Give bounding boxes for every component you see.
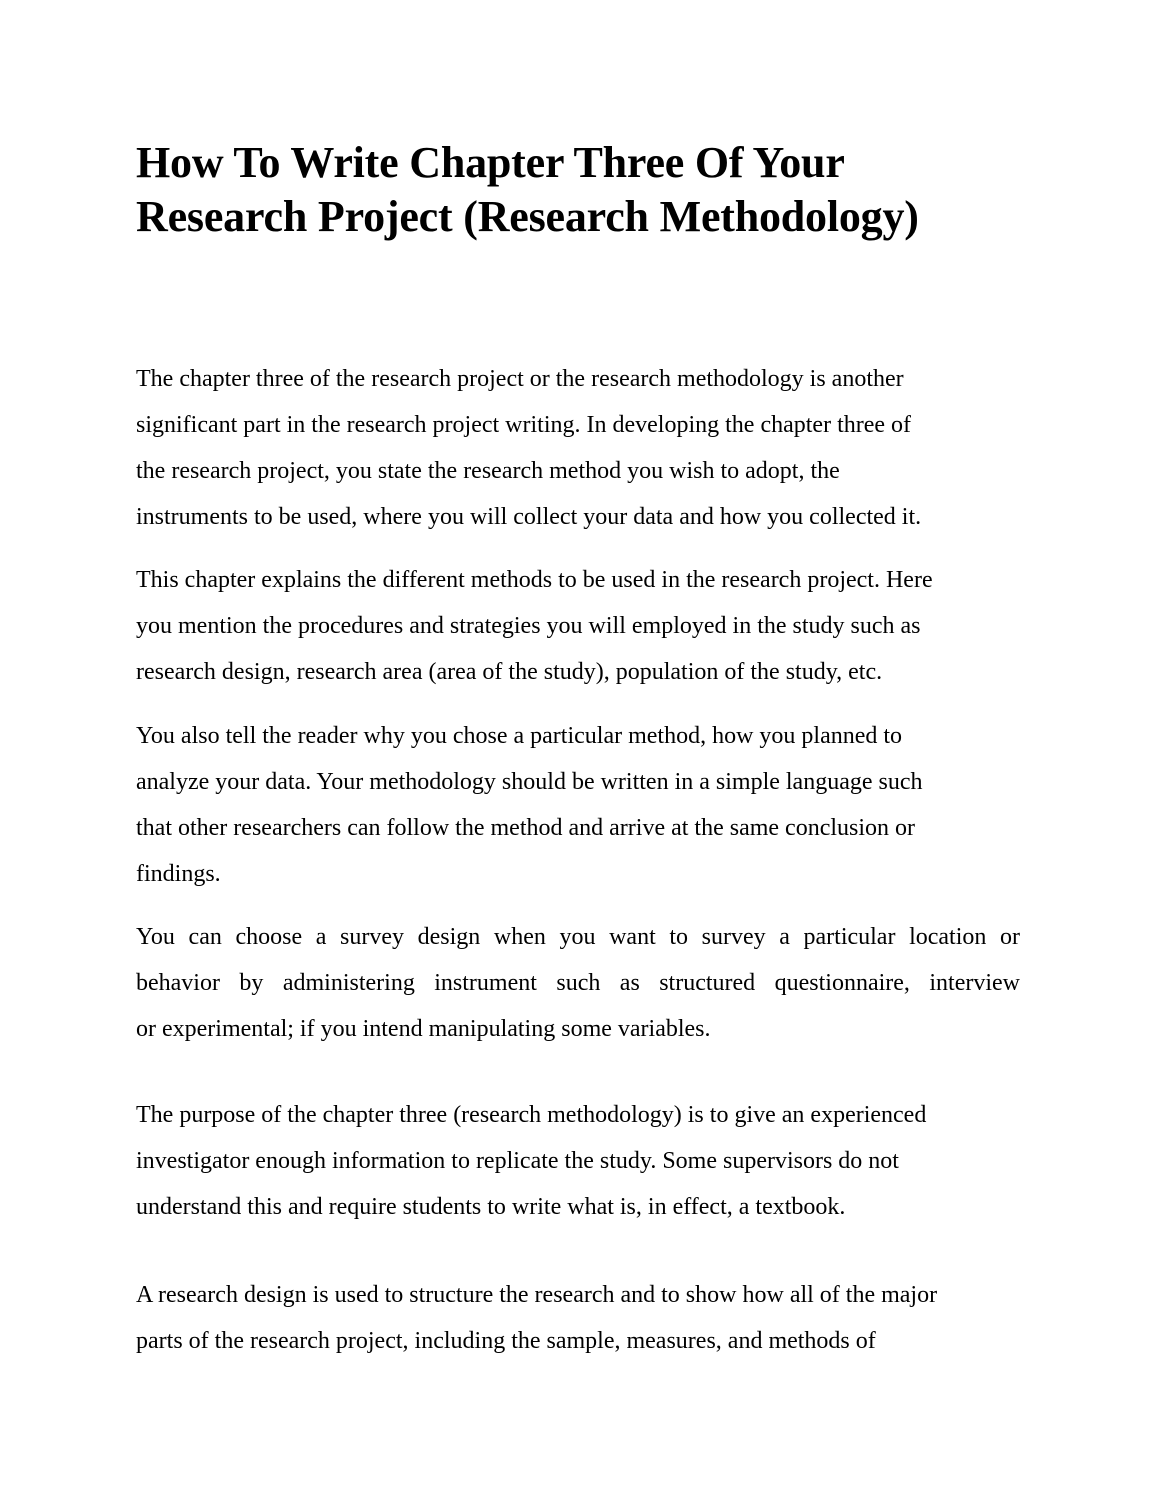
text-line: significant part in the research project writing. In developing the chapter three of xyxy=(136,412,912,438)
text-line: you mention the procedures and strategies you will employed in the study such as xyxy=(136,613,921,639)
paragraph-intro xyxy=(136,356,1020,540)
paragraph-survey xyxy=(136,914,1020,1052)
text-line: findings. xyxy=(136,861,221,887)
text-line: The chapter three of the research project or the research methodology is another xyxy=(136,366,904,392)
text-line: investigator enough information to replicate the study. Some supervisors do not xyxy=(136,1148,899,1174)
text-line: the research project, you state the research method you wish to adopt, the xyxy=(136,458,840,484)
text-line: You can choose a survey design when you want to survey a particular location or xyxy=(136,924,1020,950)
paragraph-purpose xyxy=(136,1092,1020,1230)
title-line: How To Write Chapter Three Of Your xyxy=(136,138,845,187)
text-line: that other researchers can follow the method and arrive at the same conclusion or xyxy=(136,815,916,841)
document-title xyxy=(136,136,1036,244)
text-line: The purpose of the chapter three (research methodology) is to give an experienced xyxy=(136,1102,927,1128)
text-line: You also tell the reader why you chose a particular method, how you planned to xyxy=(136,723,903,749)
paragraph-reader xyxy=(136,713,1020,897)
text-line: analyze your data. Your methodology should be written in a simple language such xyxy=(136,769,923,795)
text-line: parts of the research project, including the sample, measures, and methods of xyxy=(136,1328,876,1354)
text-line: instruments to be used, where you will collect your data and how you collected it. xyxy=(136,504,922,530)
text-line: or experimental; if you intend manipulating some variables. xyxy=(136,1016,711,1042)
text-line: behavior by administering instrument such as structured questionnaire, interview xyxy=(136,970,1020,996)
paragraph-design xyxy=(136,1272,1020,1364)
paragraph-methods xyxy=(136,557,1020,695)
title-line: Research Project (Research Methodology) xyxy=(136,192,919,241)
text-line: understand this and require students to write what is, in effect, a textbook. xyxy=(136,1194,846,1220)
text-line: This chapter explains the different methods to be used in the research project. Here xyxy=(136,567,933,593)
text-line: A research design is used to structure the research and to show how all of the major xyxy=(136,1282,938,1308)
text-line: research design, research area (area of the study), population of the study, etc. xyxy=(136,659,883,685)
